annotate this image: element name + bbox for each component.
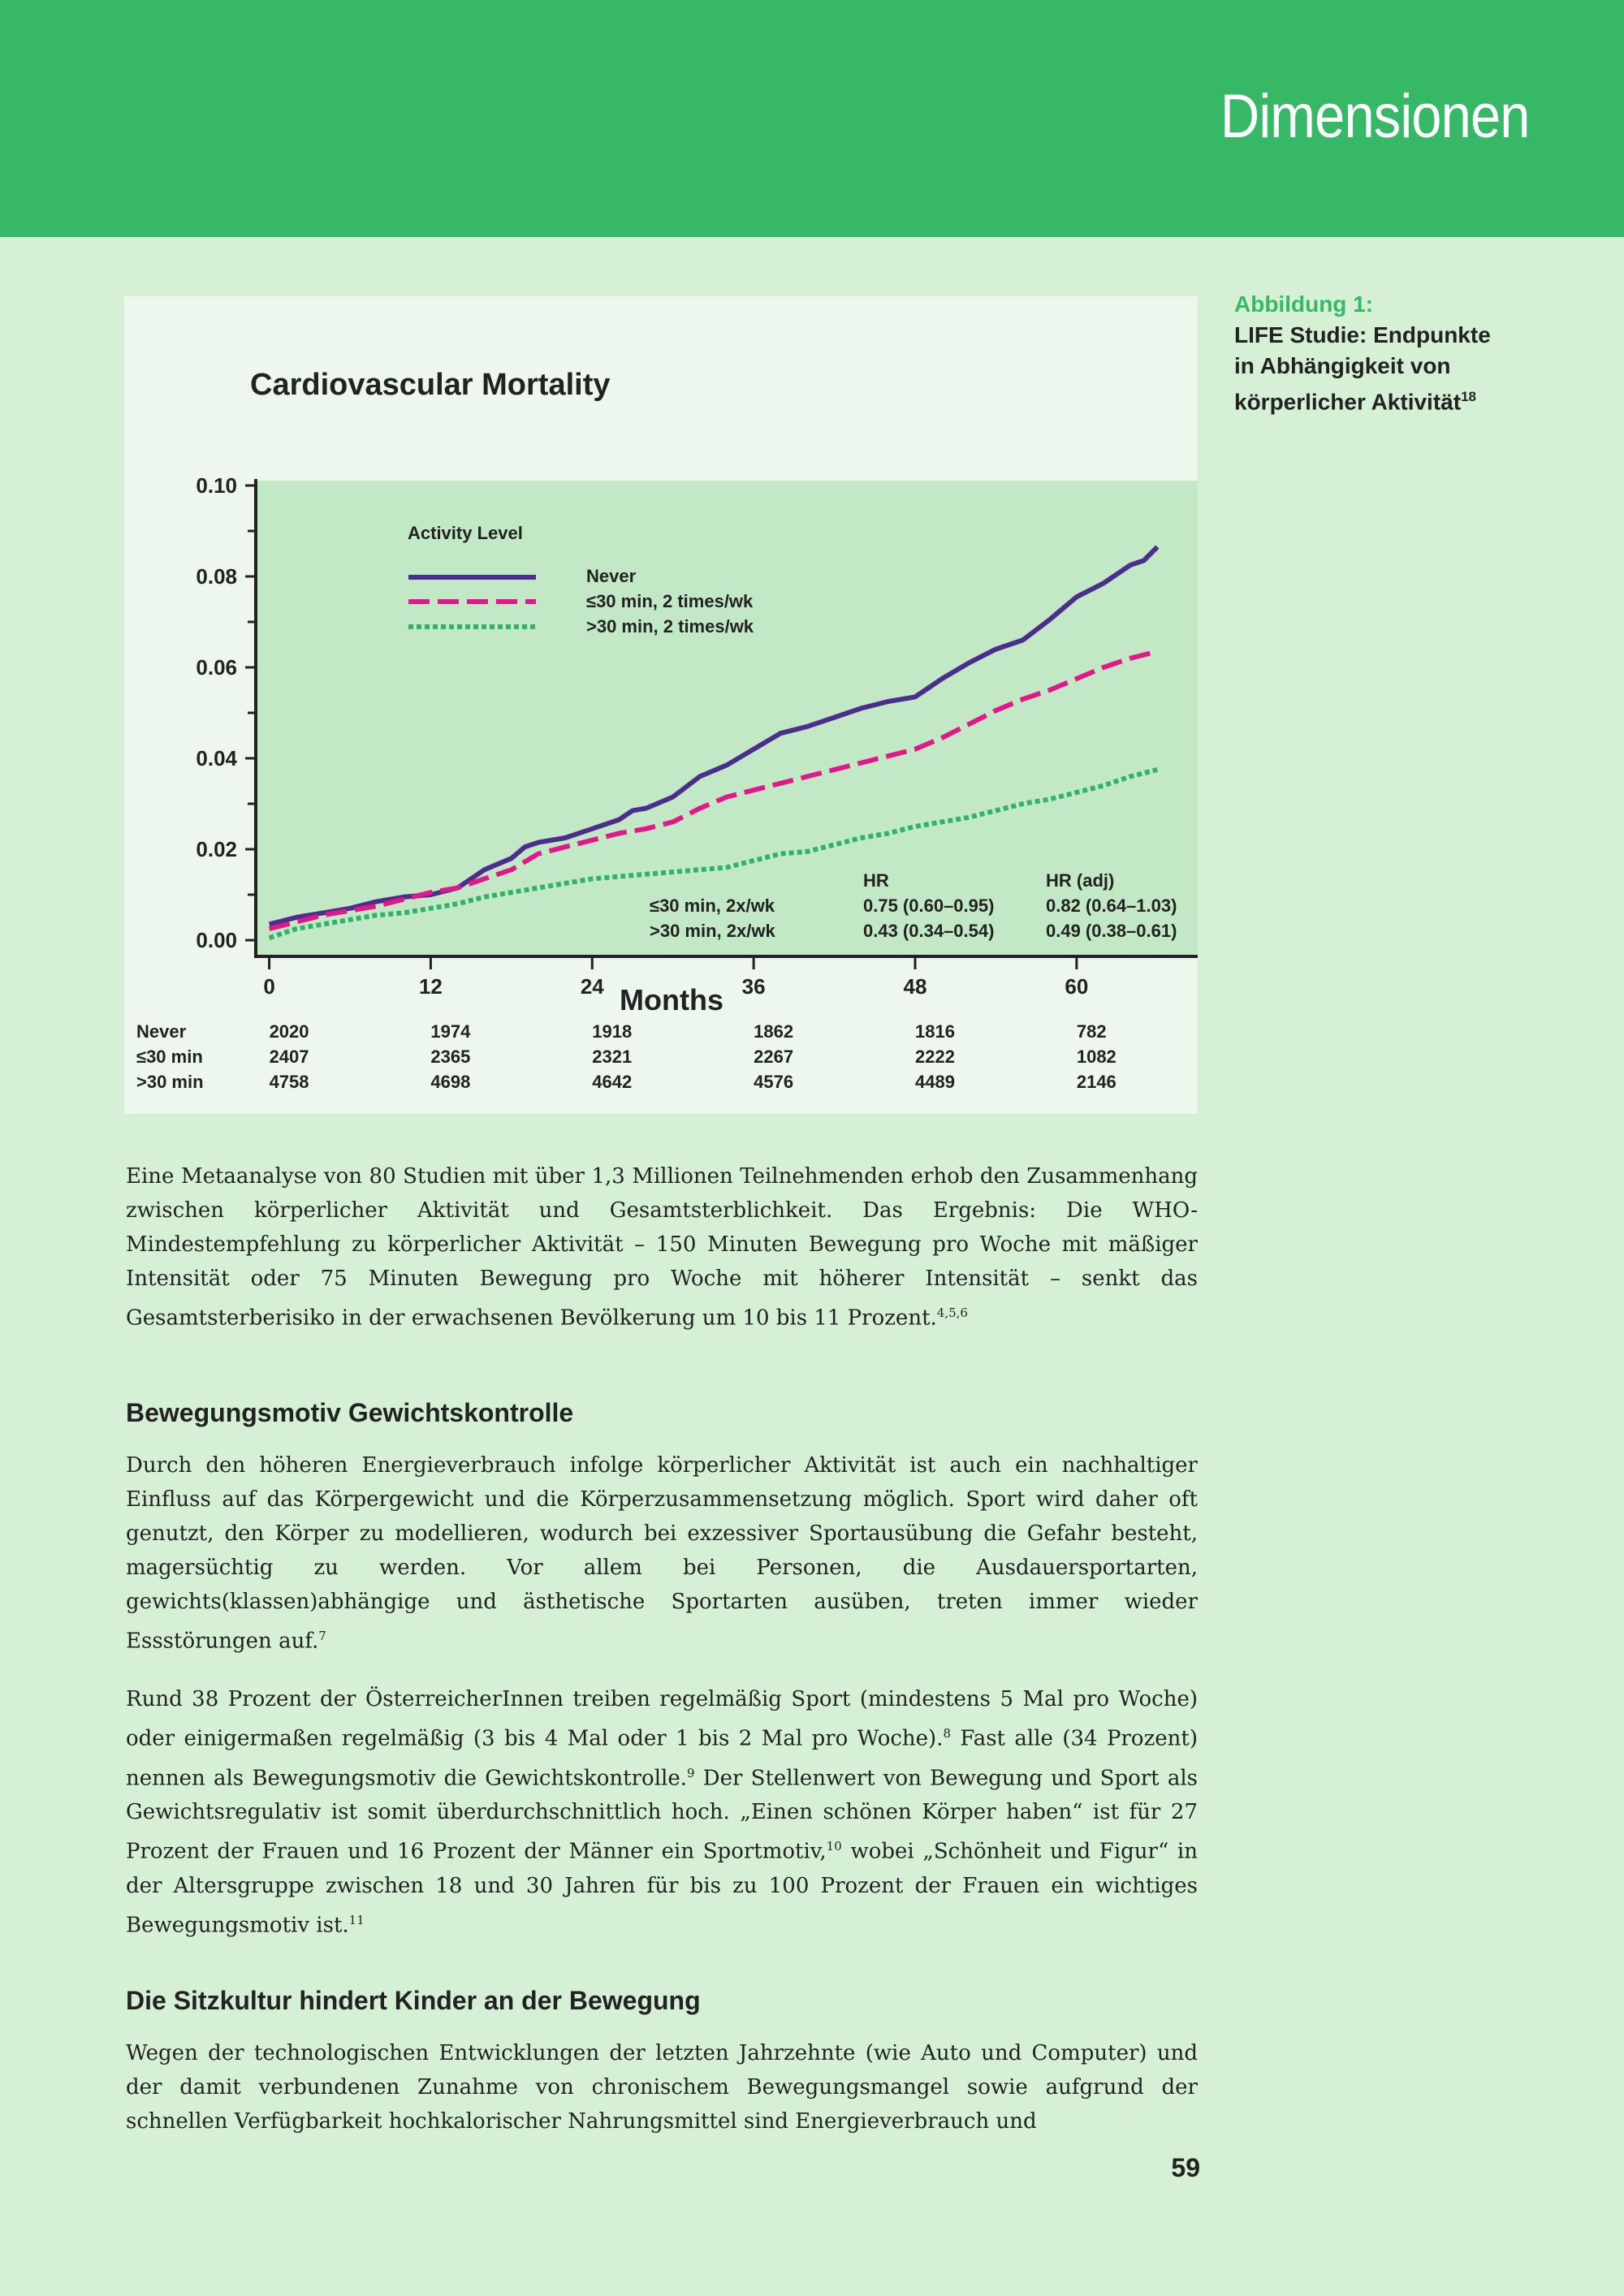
footnote-ref: 8 <box>943 1726 951 1741</box>
y-tick-label: 0.04 <box>196 746 237 770</box>
at-risk-cell: 1862 <box>754 1021 794 1042</box>
x-tick-label: 36 <box>741 974 766 999</box>
hr-adj-header: HR (adj) <box>1046 870 1115 891</box>
hr-row-label-le30: ≤30 min, 2x/wk <box>650 896 775 916</box>
at-risk-cell: 2407 <box>269 1047 309 1067</box>
x-tick-label: 0 <box>263 974 275 999</box>
at-risk-cell: 4698 <box>430 1072 471 1092</box>
footnote-ref: 10 <box>826 1839 842 1854</box>
at-risk-cell: 2267 <box>754 1047 794 1067</box>
at-risk-cell: 2020 <box>269 1021 309 1042</box>
legend-label-gt30: >30 min, 2 times/wk <box>586 616 754 637</box>
at-risk-cell: 1918 <box>592 1021 633 1042</box>
at-risk-cell: 4758 <box>269 1072 309 1092</box>
paragraph-text-segment: Fast alle (34 Prozent) nennen als Bewegungsmotiv die Gewichtskontrolle. <box>126 1726 1198 1791</box>
paragraph-oesterreicher <box>126 1682 1198 1943</box>
paragraph-energieverbrauch <box>126 1448 1198 1659</box>
subheading-sitzkultur: Die Sitzkultur hindert Kinder an der Bewegung <box>126 1986 701 2015</box>
x-tick-label: 12 <box>418 974 443 999</box>
x-tick-label: 24 <box>580 974 604 999</box>
at-risk-cell: 4576 <box>754 1072 794 1092</box>
at-risk-cell: 2365 <box>430 1047 471 1067</box>
x-tick-label: 60 <box>1065 974 1089 999</box>
figure-caption-label: Abbildung 1: <box>1234 291 1374 317</box>
y-tick-label: 0.06 <box>196 655 237 680</box>
at-risk-table <box>136 1021 1116 1092</box>
at-risk-cell: 1082 <box>1076 1047 1116 1067</box>
at-risk-cell: 782 <box>1076 1021 1107 1042</box>
legend-title: Activity Level <box>408 523 523 543</box>
hr-header: HR <box>863 870 889 891</box>
y-tick-label: 0.10 <box>196 473 237 498</box>
legend-label-le30: ≤30 min, 2 times/wk <box>586 591 754 611</box>
at-risk-row-label: Never <box>136 1021 187 1042</box>
footnote-ref: 9 <box>686 1765 695 1780</box>
chart-title: Cardiovascular Mortality <box>250 368 611 402</box>
y-tick-label: 0.08 <box>196 564 237 589</box>
at-risk-cell: 1816 <box>915 1021 955 1042</box>
hr-row-value-gt30: 0.43 (0.34–0.54) <box>863 921 995 941</box>
at-risk-row-label: ≤30 min <box>136 1047 203 1067</box>
hr-adj-row-value-gt30: 0.49 (0.38–0.61) <box>1046 921 1177 941</box>
paragraph-text-segment: Der Stellenwert von Bewegung und Sport als Gewichtsregulativ ist somit überdurchschnittlich hoch. „Einen schönen Körper haben“ ist für 27 Prozent der Frauen und 16 Prozent der Männer ein Sportmotiv, <box>126 1766 1199 1864</box>
hr-row-value-le30: 0.75 (0.60–0.95) <box>863 896 995 916</box>
paragraph-text-segment: Rund 38 Prozent der ÖsterreicherInnen treiben regelmäßig Sport (mindestens 5 Mal pro Woche) oder einigermaßen regelmäßig (3 bis 4 Mal oder 1 bis 2 Mal pro Woche). <box>126 1687 1198 1751</box>
at-risk-cell: 2321 <box>592 1047 633 1067</box>
paragraph-metaanalyse-text: Eine Metaanalyse von 80 Studien mit über 1,3 Millionen Teilnehmenden erhob den Zusammenhang zwischen körperlicher Aktivität und Gesamtsterblichkeit. Das Ergebnis: Die WHO-Mindestempfehlung zu körperlicher Aktivität – 150 Minuten Bewegung pro Woche mit mäßiger Intensität oder 75 Minuten Bewegung pro Woche mit höherer Intensität – senkt das Gesamtsterberisiko in der erwachsenen Bevölkerung um 10 bis 11 Prozent. <box>126 1164 1198 1331</box>
paragraph-energieverbrauch-text: Durch den höheren Energieverbrauch infolge körperlicher Aktivität ist auch ein nachhaltiger Einfluss auf das Körpergewicht und die Körperzusammensetzung möglich. Sport wird daher oft genutzt, den Körper zu modellieren, wodurch bei exzessiver Sportausübung die Gefahr besteht, magersüchtig zu werden. Vor allem bei Personen, die Ausdauersportarten, gewichts(klassen)abhängige und ästhetische Sportarten ausüben, treten immer wieder Essstörungen auf. <box>126 1453 1198 1654</box>
footnote-ref: 7 <box>318 1629 326 1643</box>
at-risk-row-label: >30 min <box>136 1072 204 1092</box>
at-risk-cell: 1974 <box>430 1021 471 1042</box>
hr-adj-row-value-le30: 0.82 (0.64–1.03) <box>1046 896 1177 916</box>
section-title: Dimensionen <box>1220 82 1530 151</box>
x-tick-label: 48 <box>903 974 927 999</box>
figure-caption-ref: 18 <box>1461 389 1476 404</box>
at-risk-cell: 4642 <box>592 1072 633 1092</box>
legend-label-never: Never <box>586 566 637 586</box>
y-tick-label: 0.02 <box>196 837 237 861</box>
at-risk-cell: 2222 <box>915 1047 955 1067</box>
paragraph-metaanalyse <box>126 1159 1198 1336</box>
cardiovascular-mortality-chart <box>0 0 1624 1137</box>
hr-row-label-gt30: >30 min, 2x/wk <box>650 921 775 941</box>
x-axis-label: Months <box>620 983 723 1016</box>
figure-caption-text: LIFE Studie: Endpunkte in Abhängigkeit von körperlicher Aktivität <box>1234 322 1491 415</box>
at-risk-cell: 4489 <box>915 1072 955 1092</box>
y-tick-label: 0.00 <box>196 928 237 952</box>
at-risk-cell: 2146 <box>1076 1072 1116 1092</box>
paragraph-text-segment: wobei „Schönheit und Figur“ in der Altersgruppe zwischen 18 und 30 Jahren für bis zu 100 Prozent der Frauen ein wichtiges Bewegungsmotiv ist. <box>126 1839 1198 1938</box>
footnote-ref: 4,5,6 <box>936 1306 968 1320</box>
figure-caption <box>1234 289 1510 417</box>
footnote-ref: 11 <box>348 1912 365 1927</box>
subheading-gewichtskontrolle: Bewegungsmotiv Gewichtskontrolle <box>126 1398 574 1427</box>
paragraph-sitzkultur: Wegen der technologischen Entwicklungen der letzten Jahrzehnte (wie Auto und Computer) und der damit verbundenen Zunahme von chronischem Bewegungsmangel sowie aufgrund der schnellen Verfügbarkeit hochkalorischer Nahrungsmittel sind Energieverbrauch und <box>126 2041 1198 2134</box>
page-number: 59 <box>1171 2153 1200 2182</box>
